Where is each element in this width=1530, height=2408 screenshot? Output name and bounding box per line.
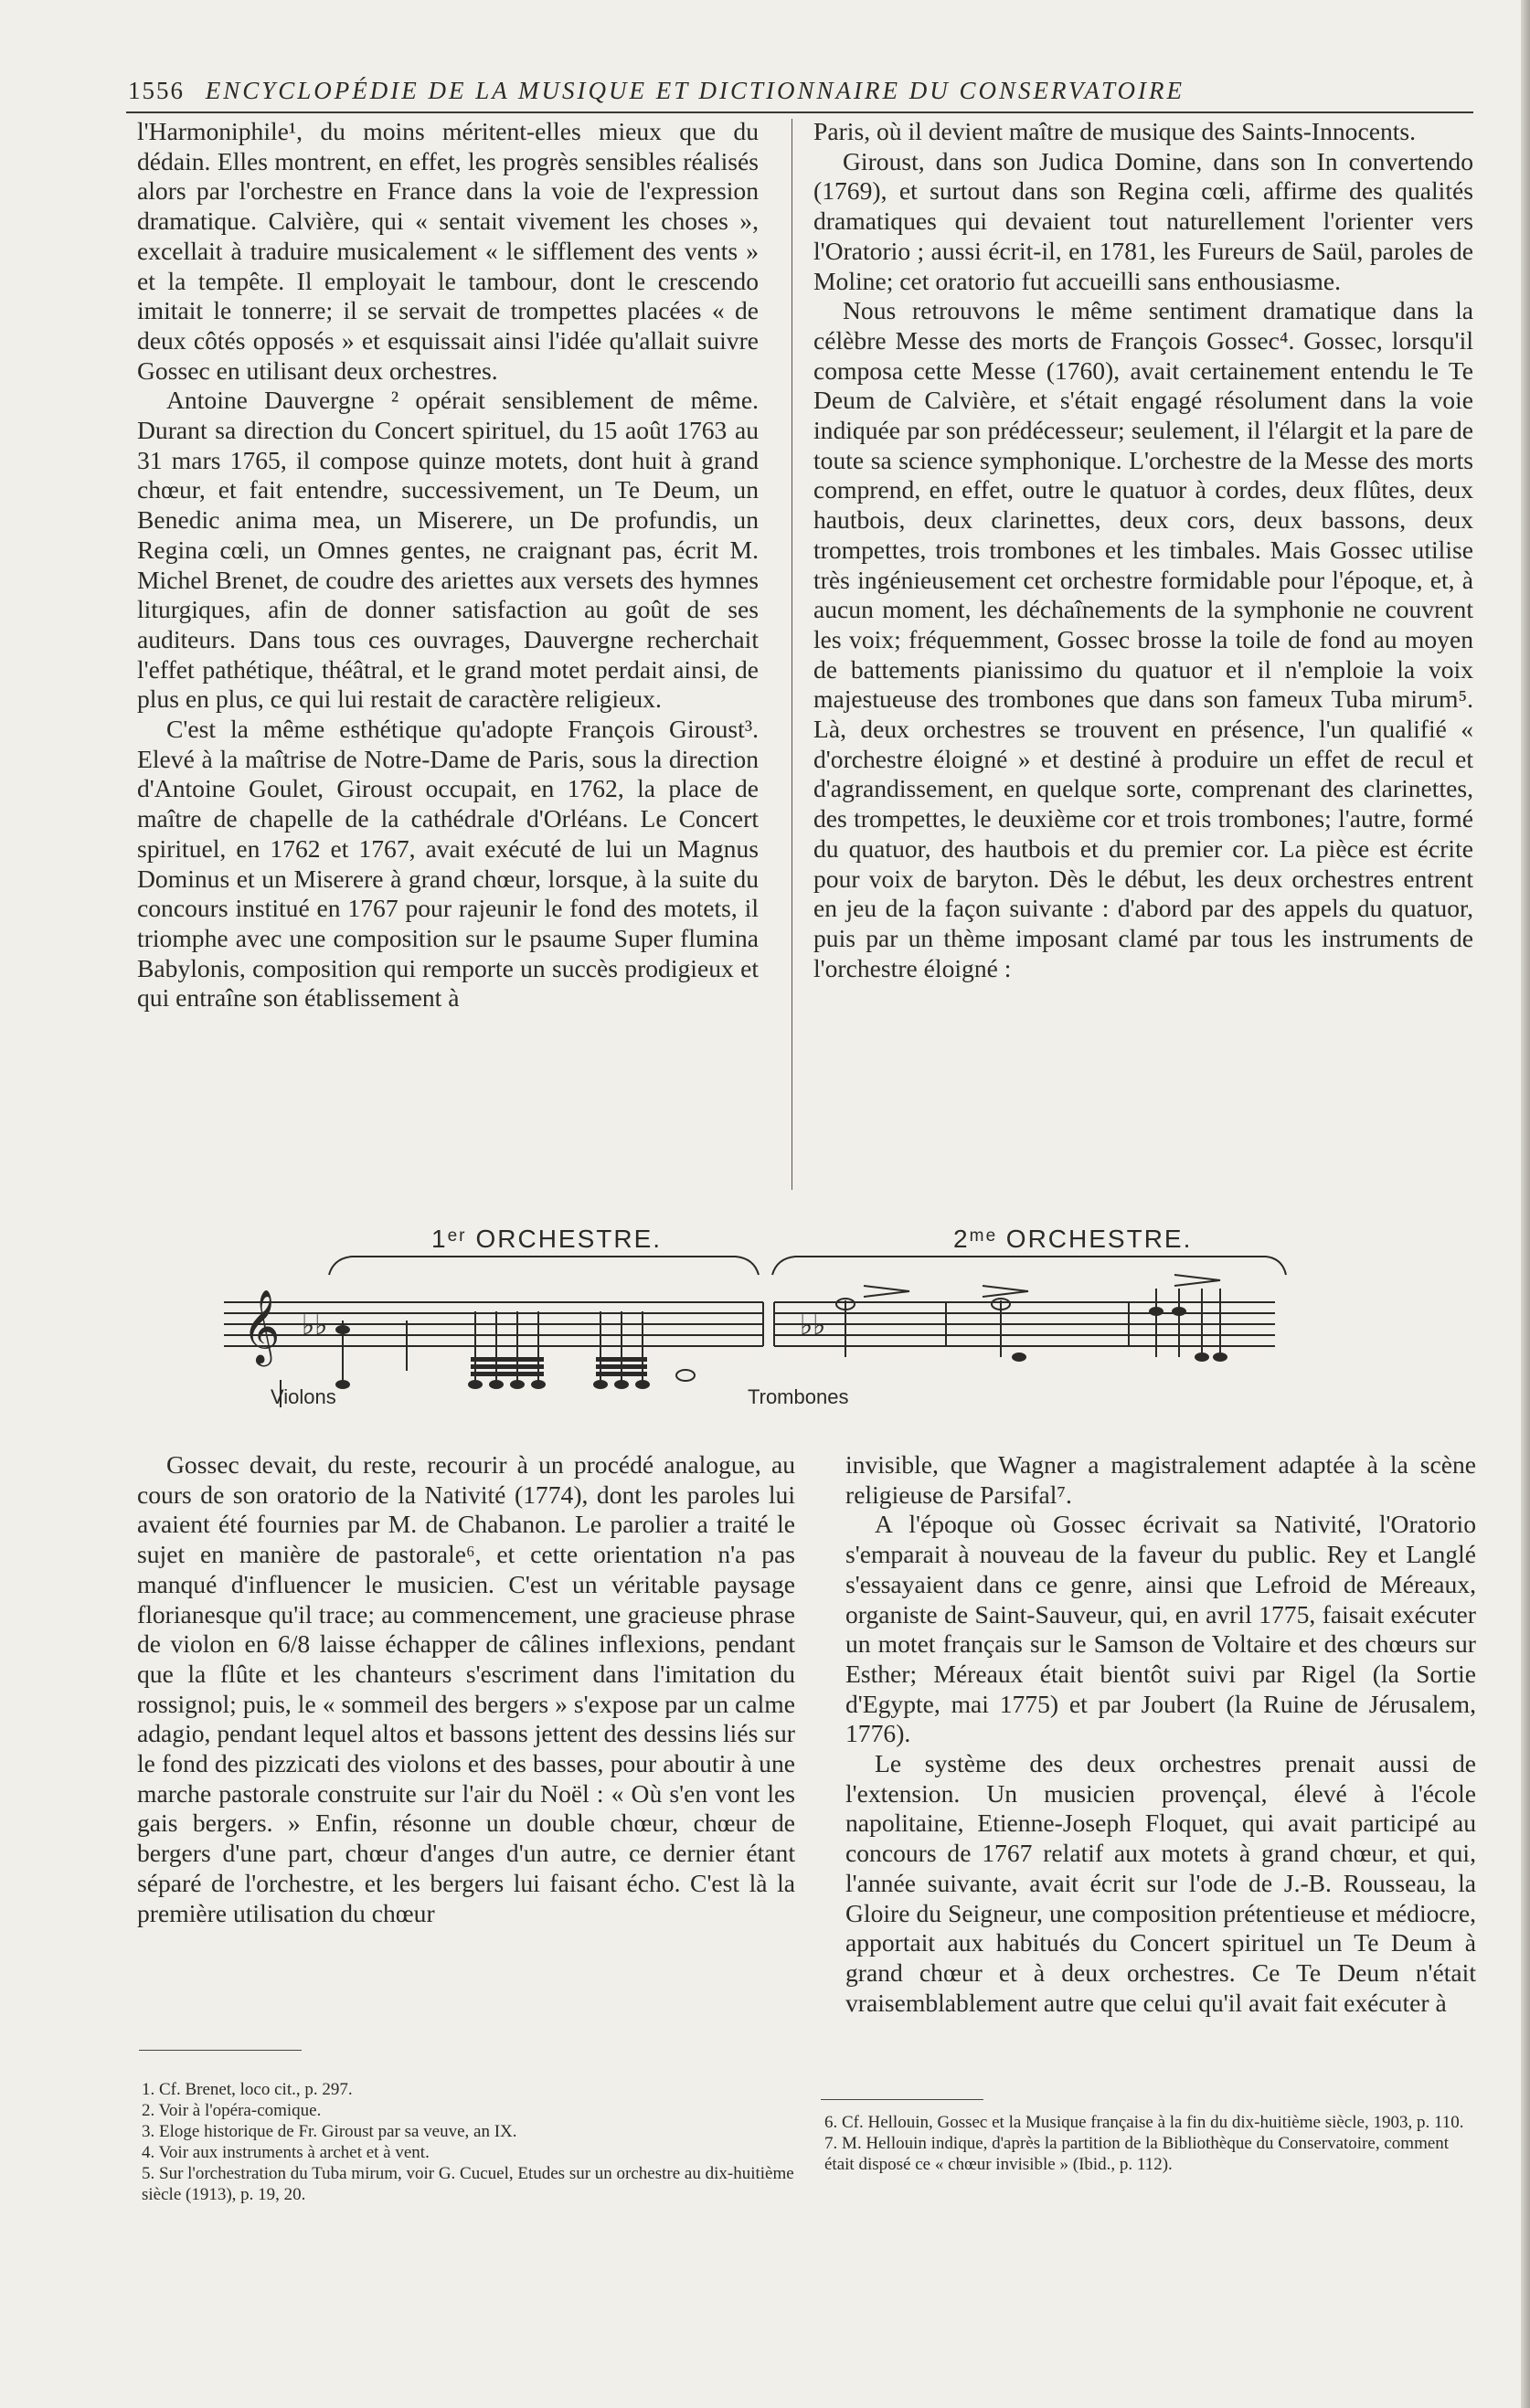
footnote: 7. M. Hellouin indique, d'après la partition de la Bibliothèque du Conservatoire, comment était disposé ce « chœur invisible » (Ibid., p. 112). [824,2134,1450,2174]
footnote: 2. Voir à l'opéra-comique. [142,2101,322,2120]
footnotes-right [824,2112,1475,2175]
paragraph: Paris, où il devient maître de musique des Saints-Innocents. [813,117,1417,145]
trombones-label: Trombones [748,1385,849,1408]
flat-icon: ♭♭ [302,1310,328,1342]
footnote: 4. Voir aux instruments à archet et à vent. [142,2143,430,2162]
bracket-orchestra-2 [772,1257,1286,1275]
paragraph: l'Harmoniphile¹, du moins méritent-elles mieux que du dédain. Elles montrent, en effet, les progrès sensibles réalisés alors par l'orchestre en France dans la voie de l'expression dramatique. Calvière, qui « sentait vivement les choses », excellait à traduire musicalement « le sifflement des vents » et la tempête. Il employait le tambour, dont le crescendo imitait le tonnerre; il se servait de trompettes placées « de deux côtés opposés » et esquissait ainsi l'idée qu'allait suivre Gossec en utilisant deux orchestres. [137,117,759,385]
page-number: 1556 [128,77,185,104]
flat-icon: ♭♭ [800,1310,826,1342]
paragraph: Le système des deux orchestres prenait aussi de l'extension. Un musicien provençal, élevé à l'école napolitaine, Etienne-Joseph Floquet, qui avait participé au concours de 1767 relatif aux motets à grand chœur, et qui, l'année suivante, avait écrit sur l'ode de J.-B. Rousseau, la Gloire du Seigneur, une composition prétentieuse et médiocre, apportait aux habitués du Concert spirituel un Te Deum à grand chœur et à deux orchestres. Ce Te Deum n'était vraisemblablement autre que celui qu'il avait fait exécuter à [845,1749,1476,2017]
paragraph: invisible, que Wagner a magistralement adaptée à la scène religieuse de Parsifal⁷. [845,1450,1476,1509]
bracket-orchestra-1 [329,1257,759,1275]
footnotes-left [142,2079,800,2205]
column-right-bottom [845,1450,1476,2018]
paragraph: Antoine Dauvergne ² opérait sensiblement de même. Durant sa direction du Concert spirituel, du 15 août 1763 au 31 mars 1765, il compose quinze motets, dont huit à grand chœur, et fait entendre, successivement, un Te Deum, un Benedic anima mea, un Miserere, un De profundis, un Regina cœli, un Omnes gentes, ne craignant pas, écrit M. Michel Brenet, de coudre des ariettes aux versets des hymnes liturgiques, afin de donner satisfaction au goût de ses auditeurs. Dans tous ces ouvrages, Dauvergne recherchait l'effet pathétique, théâtral, et le grand motet perdait ainsi, de plus en plus, ce qui lui restait de caractère religieux. [137,386,759,714]
footnote: 3. Eloge historique de Fr. Giroust par sa veuve, an IX. [142,2122,517,2141]
paragraph: Giroust, dans son Judica Domine, dans son In convertendo (1769), et surtout dans son Regina cœli, affirme des qualités dramatiques qui devaient tout naturellement l'orienter vers l'Oratorio ; aussi écrit-il, en 1781, les Fureurs de Saül, paroles de Moline; cet oratorio fut accueilli sans enthousiasme. [813,146,1473,295]
treble-clef-icon: 𝄞 [242,1289,281,1363]
orchestra-1-label: 1ᵉʳ ORCHESTRE. [431,1225,663,1253]
column-right-top [813,117,1473,983]
orchestra-2-label: 2ᵐᵉ ORCHESTRE. [953,1225,1193,1253]
paragraph: A l'époque où Gossec écrivait sa Nativité, l'Oratorio s'emparait à nouveau de la faveur du public. Rey et Langlé s'essayaient dans ce genre, ainsi que Lefroid de Méreaux, organiste de Saint-Sauveur, qui, en avril 1775, faisait exécuter un motet français sur le Samson de Voltaire et des chœurs sur Esther; Méreaux était bientôt suivi par Rigel (la Sortie d'Egypte, mai 1775) et par Joubert (la Ruine de Jérusalem, 1776). [845,1510,1476,1748]
header-rule [126,111,1473,113]
column-left-bottom [137,1450,795,1928]
trombone-notes [845,1275,1220,1357]
footnote-rule [139,2050,302,2051]
page-edge [1521,0,1530,2408]
paragraph: C'est la même esthétique qu'adopte François Giroust³. Elevé à la maîtrise de Notre-Dame de Paris, sous la direction d'Antoine Goulet, Giroust occupait, en 1762, la place de maître de chapelle de la cathédrale d'Orléans. Le Concert spirituel, en 1762 et 1767, avait exécuté de lui un Magnus Dominus et un Miserere à grand chœur, lorsque, à la suite du concours institué en 1767 pour rajeunir le fond des motets, il triomphe avec une composition sur le psaume Super flumina Babylonis, composition qui remporte un succès prodigieux et qui entraîne son établissement à [137,715,759,1013]
paragraph: Gossec devait, du reste, recourir à un procédé analogue, au cours de son oratorio de la Nativité (1774), dont les paroles lui avaient été fournies par M. de Chabanon. Le parolier a traité le sujet en manière de pastorale⁶, et cette orientation n'a pas manqué d'influencer le musicien. C'est un véritable paysage florianesque qu'il trace; au commencement, une gracieuse phrase de violon en 6/8 laisse échapper de câlines inflexions, pendant que la flûte et les chanteurs s'escriment dans l'imitation du rossignol; puis, le « sommeil des bergers » s'expose par un calme adagio, pendant lequel altos et bassons jettent des dessins liés sur le fond des pizzicati des violons et des basses, pour aboutir à une marche pastorale construite sur l'air du Noël : « Où s'en vont les gais bergers. » Enfin, résonne un double chœur, chœur de bergers d'une part, chœur d'anges d'un autre, ce dernier étant séparé de l'orchestre, et les bergers lui faisant écho. C'est là la première utilisation du chœur [137,1450,795,1927]
violins-label: Violons [271,1385,336,1408]
running-header [128,77,1325,105]
footnote: 1. Cf. Brenet, loco cit., p. 297. [142,2080,353,2099]
column-left-top [137,117,759,1013]
running-title: ENCYCLOPÉDIE DE LA MUSIQUE ET DICTIONNAIRE DU CONSERVATOIRE [205,77,1185,104]
footnote: 6. Cf. Hellouin, Gossec et la Musique française à la fin du dix-huitième siècle, 1903, p. 110. [824,2113,1464,2132]
footnote: 5. Sur l'orchestration du Tuba mirum, voir G. Cucuel, Etudes sur un orchestre au dix-huitième siècle (1913), p. 19, 20. [142,2164,794,2204]
paragraph: Nous retrouvons le même sentiment dramatique dans la célèbre Messe des morts de François Gossec⁴. Gossec, lorsqu'il composa cette Messe (1760), avait certainement entendu le Te Deum de Calvière, et s'était engagé résolument dans la voie indiquée par son prédécesseur; seulement, il l'élargit et la pare de toute sa science symphonique. L'orchestre de la Messe des morts comprend, en effet, outre le quatuor à cordes, deux flûtes, deux hautbois, deux clarinettes, deux cors, deux bassons, deux trompettes, trois trombones et les timbales. Mais Gossec utilise très ingénieusement cet orchestre formidable pour l'époque, et, à aucun moment, les déchaînements de la symphonie ne couvrent les voix; fréquemment, Gossec brosse la toile de fond au moyen de battements pianissimo du quatuor et il n'emploie la voix majestueuse des trombones que dans son fameux Tuba mirum⁵. Là, deux orchestres se trouvent en présence, l'un qualifié « d'orchestre éloigné » et destiné à produire un effet de recul et d'agrandissement, en quelque sorte, comprenant des clarinettes, des trompettes, le deuxième cor et trois trombones; l'autre, formé du quatuor, des hautbois et du premier cor. La pièce est écrite pour voix de baryton. Dès le début, les deux orchestres entrent en jeu de la façon suivante : d'abord par des appels du quatuor, puis par un thème imposant clamé par tous les instruments de l'orchestre éloigné : [813,296,1473,982]
footnote-rule [821,2099,983,2100]
